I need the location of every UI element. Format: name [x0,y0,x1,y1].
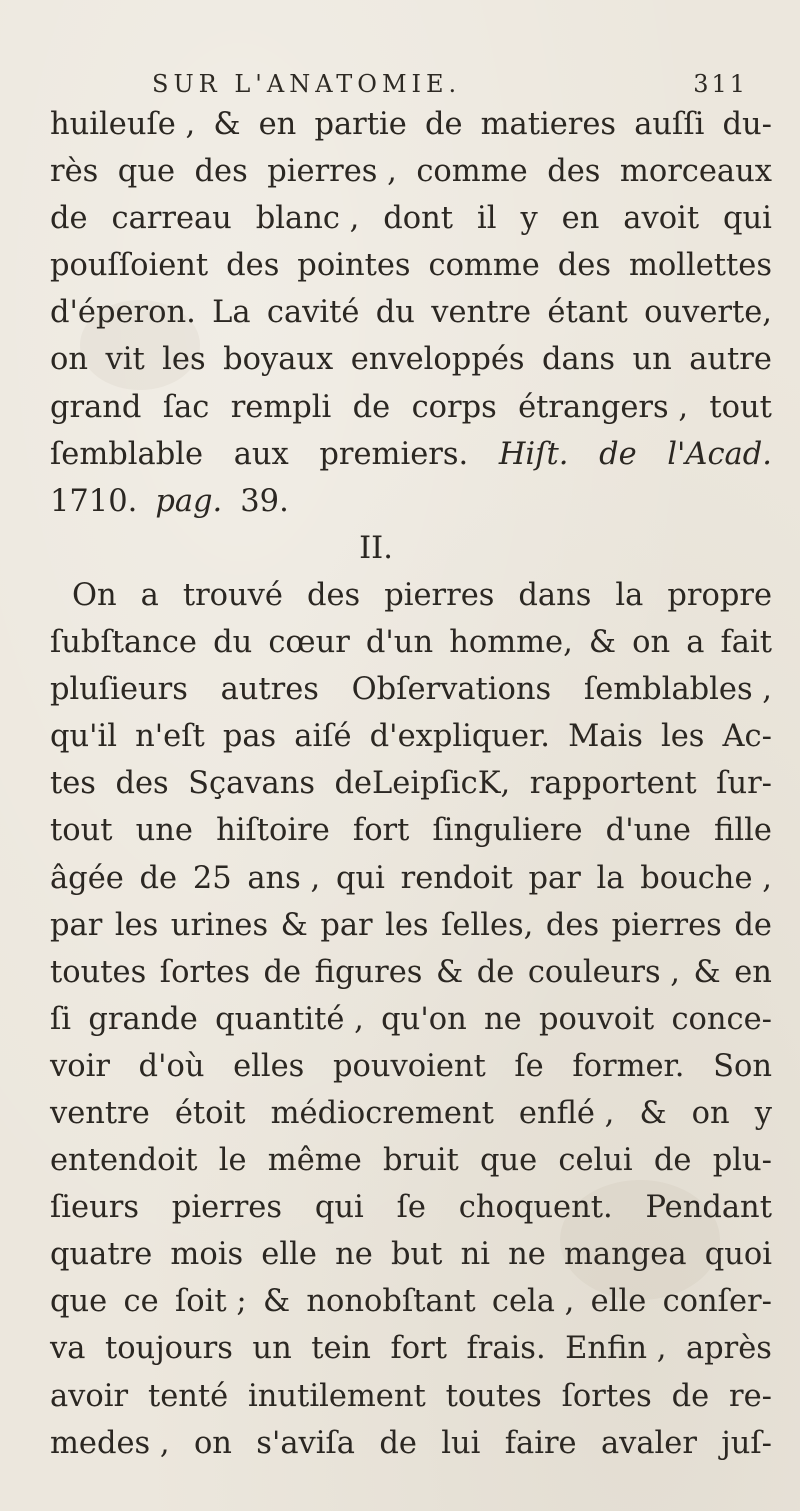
word: toutes [445,1378,542,1414]
word: 1710. [50,483,138,519]
word: de [599,436,637,472]
word: même [267,1143,362,1179]
word: on [50,342,89,378]
word: On [72,577,117,613]
text-line [50,1090,772,1137]
word: d'éperon. [50,295,196,331]
word: n'eſt [135,719,205,755]
word: partie [314,107,407,142]
word: pouvoient [332,1048,486,1084]
page-number: 311 [693,70,748,98]
word: des [226,248,280,284]
word: rendoit [400,860,513,896]
word: bruit [382,1143,459,1179]
word: conce- [671,1001,772,1037]
word: grande [88,1001,198,1037]
word: on [691,1095,730,1131]
word: de [50,201,88,237]
text-line [50,713,772,760]
word: avoit [623,201,700,237]
text-line [50,1043,772,1090]
word: Enfin , [565,1331,667,1367]
word: de [653,1143,692,1179]
word: urines [170,907,269,943]
word: bouche , [640,860,772,896]
word: les [162,342,206,378]
word: étant [547,295,628,331]
word: pierres [171,1190,282,1226]
word: que [479,1143,538,1179]
word: propre [667,577,772,613]
word: des [557,248,611,284]
word: ſur- [716,766,772,802]
word: & [280,907,308,943]
word: grand [50,389,142,425]
word: avoir [50,1378,129,1414]
word: qui [723,201,772,237]
word: a [140,577,159,613]
word: de [476,954,515,990]
word: aiſé [294,719,352,755]
word: quatre [50,1237,153,1273]
word: re- [729,1378,772,1414]
word: enflé , [518,1095,615,1131]
word: qu'il [50,719,118,755]
word: avaler [600,1425,697,1461]
word: celui [558,1143,633,1179]
word: tes [50,766,96,802]
text-line [50,572,772,619]
word: rapportent [529,766,697,802]
text-line [50,1278,772,1325]
text-line [50,242,772,289]
word: quantité , [215,1001,364,1037]
word: la [596,860,625,896]
word: en [561,201,600,237]
word: du- [722,107,772,142]
word: morceaux [619,154,772,190]
word: Son [713,1048,772,1084]
word: tout [709,389,772,425]
word: pouvoit [539,1001,655,1037]
word: elle [590,1284,647,1320]
word: & [262,1284,291,1320]
word: des [115,766,169,802]
word: les [385,907,429,943]
word: en [258,107,297,142]
word: ſac [162,389,210,425]
word: pierres [611,907,722,943]
word: le [218,1143,247,1179]
word: premiers. [319,436,469,472]
word: ſe [514,1048,544,1084]
section-heading [50,525,772,572]
word: les [114,907,159,943]
word: medes , [50,1425,170,1461]
word: a [686,625,705,661]
word: pointes [297,248,411,284]
word: elle [261,1237,317,1273]
word: voir [50,1048,110,1084]
word: faire [504,1425,577,1461]
word: comme [416,154,528,190]
word: 25 [192,860,232,896]
word: les [660,719,705,755]
word: pierres , [267,154,397,190]
word: & [213,107,241,142]
word: y [754,1095,772,1131]
word: par [50,907,103,943]
word: auſſi [634,107,705,142]
word: âgée [50,860,124,896]
word: va [50,1331,86,1367]
word: autres [220,672,319,708]
word: corps [411,389,497,425]
word: en [734,954,772,990]
word: ſieurs [50,1190,139,1226]
word: de [379,1425,417,1461]
word: ſoit ; [174,1284,247,1320]
word: choquent. [458,1190,613,1226]
word: pas [222,719,277,755]
word: qu'on [381,1001,467,1037]
word: après [685,1331,772,1367]
word: de [352,389,391,425]
word: enveloppés [350,342,525,378]
word: mangea [564,1237,687,1273]
text-line [50,1420,772,1467]
word: des [194,154,248,190]
word: boyaux [223,342,334,378]
word: fort [390,1331,447,1367]
word: d'où [138,1048,205,1084]
text-line [50,666,772,713]
body-text [50,101,772,1467]
word: dans [518,577,592,613]
word: cœur [268,625,350,661]
word: blanc , [255,201,360,237]
text-line [50,289,772,336]
word: un [632,342,672,378]
word: que [117,154,176,190]
word: plu- [712,1143,772,1179]
text-line [50,148,772,195]
word: & [588,625,617,661]
word: ne [508,1237,546,1273]
word: quoi [704,1237,772,1273]
word: ſi [50,1001,72,1037]
word: aux [233,436,289,472]
word: rempli [230,389,332,425]
word: trouvé [182,577,283,613]
word: qui [335,860,385,896]
word: de [139,860,178,896]
word: ni [460,1237,490,1273]
word: fort [352,813,410,849]
word: mois [170,1237,244,1273]
word: des [306,577,361,613]
word: frais. [466,1331,546,1367]
word: matieres [480,107,617,142]
word: d'une [605,813,691,849]
word: huileuſe , [50,107,196,142]
word: qui [314,1190,364,1226]
word: ſemblables , [583,672,772,708]
word: & [639,1095,667,1131]
word: un [252,1331,292,1367]
word: ventre [431,295,532,331]
word: juſ- [721,1425,772,1461]
word: ouverte, [644,295,772,331]
word: pag. [155,483,223,519]
word: du [213,625,253,661]
text-line [50,195,772,242]
word: La [212,295,251,331]
word: ce [123,1284,159,1320]
word: du [375,295,415,331]
word: but [390,1237,443,1273]
text-line [50,902,772,949]
word: ſubſtance [50,625,197,661]
text-line [50,996,772,1043]
text-line [50,336,772,383]
running-head [152,70,748,104]
text-line [50,1184,772,1231]
word: couleurs , [527,954,680,990]
word: de [671,1378,710,1414]
word: vit [105,342,145,378]
word: ne [335,1237,373,1273]
word: conſer- [662,1284,772,1320]
word: Pendant [645,1190,772,1226]
word: Obſervations [351,672,552,708]
text-line [50,1373,772,1420]
word: Hiſt. [498,436,569,472]
word: carreau [111,201,232,237]
text-line [50,760,772,807]
word: ne [484,1001,522,1037]
word: il [477,201,497,237]
word: Ac- [722,719,772,755]
word: ventre [50,1095,150,1131]
word: pluſieurs [50,672,188,708]
text-line [50,949,772,996]
word: figures [314,954,423,990]
word: de [424,107,463,142]
word: fait [720,625,772,661]
word: par [528,860,581,896]
running-title: SUR L'ANATOMIE. [152,70,462,98]
word: & [436,954,464,990]
word: de [734,907,772,943]
word: deLeipſicK, [334,766,511,802]
word: de [263,954,302,990]
word: homme, [449,625,573,661]
word: dans [542,342,616,378]
word: toujours [104,1331,233,1367]
word: lui [441,1425,481,1461]
word: tein [311,1331,371,1367]
word: étrangers , [518,389,689,425]
word: pierres [384,577,495,613]
text-line [50,478,772,525]
word: nonobſtant [306,1284,476,1320]
word: ans , [247,860,321,896]
word: autre [689,342,772,378]
word: une [135,813,193,849]
text-line [50,384,772,431]
word: s'aviſa [256,1425,355,1461]
word: comme [428,248,540,284]
word: Sçavans [188,766,316,802]
word: l'Acad. [667,436,772,472]
word: ſortes [561,1378,652,1414]
word: 39. [240,483,289,519]
word: tenté [147,1378,229,1414]
text-line [50,619,772,666]
word: Mais [568,719,643,755]
word: cela , [491,1284,575,1320]
word: ſe [396,1190,426,1226]
word: fille [714,813,772,849]
word: & [693,954,721,990]
word: former. [572,1048,685,1084]
word: dont [383,201,454,237]
word: toutes [50,954,147,990]
word: d'expliquer. [369,719,550,755]
word: cavité [266,295,360,331]
word: étoit [174,1095,246,1131]
word: médiocrement [270,1095,494,1131]
word: que [50,1284,108,1320]
word: des [547,154,601,190]
word: entendoit [50,1143,198,1179]
word: ſortes [159,954,250,990]
word: on [632,625,671,661]
word: par [320,907,373,943]
word: II. [359,530,393,566]
text-line [50,1137,772,1184]
word: pouſſoient [50,248,209,284]
word: mollettes [628,248,772,284]
text-line [50,807,772,854]
word: rès [50,154,99,190]
word: ſemblable [50,436,204,472]
word: ſinguliere [432,813,583,849]
word: hiſtoire [216,813,330,849]
word: inutilement [248,1378,426,1414]
word: des [545,907,600,943]
word: elles [233,1048,305,1084]
word: tout [50,813,113,849]
word: y [520,201,538,237]
word: la [615,577,644,613]
text-line [50,1325,772,1372]
text-line [50,431,772,478]
word: d'un [365,625,434,661]
word: on [193,1425,232,1461]
text-line [50,101,772,148]
text-line [50,1231,772,1278]
text-line [50,855,772,902]
word: ſelles, [441,907,534,943]
